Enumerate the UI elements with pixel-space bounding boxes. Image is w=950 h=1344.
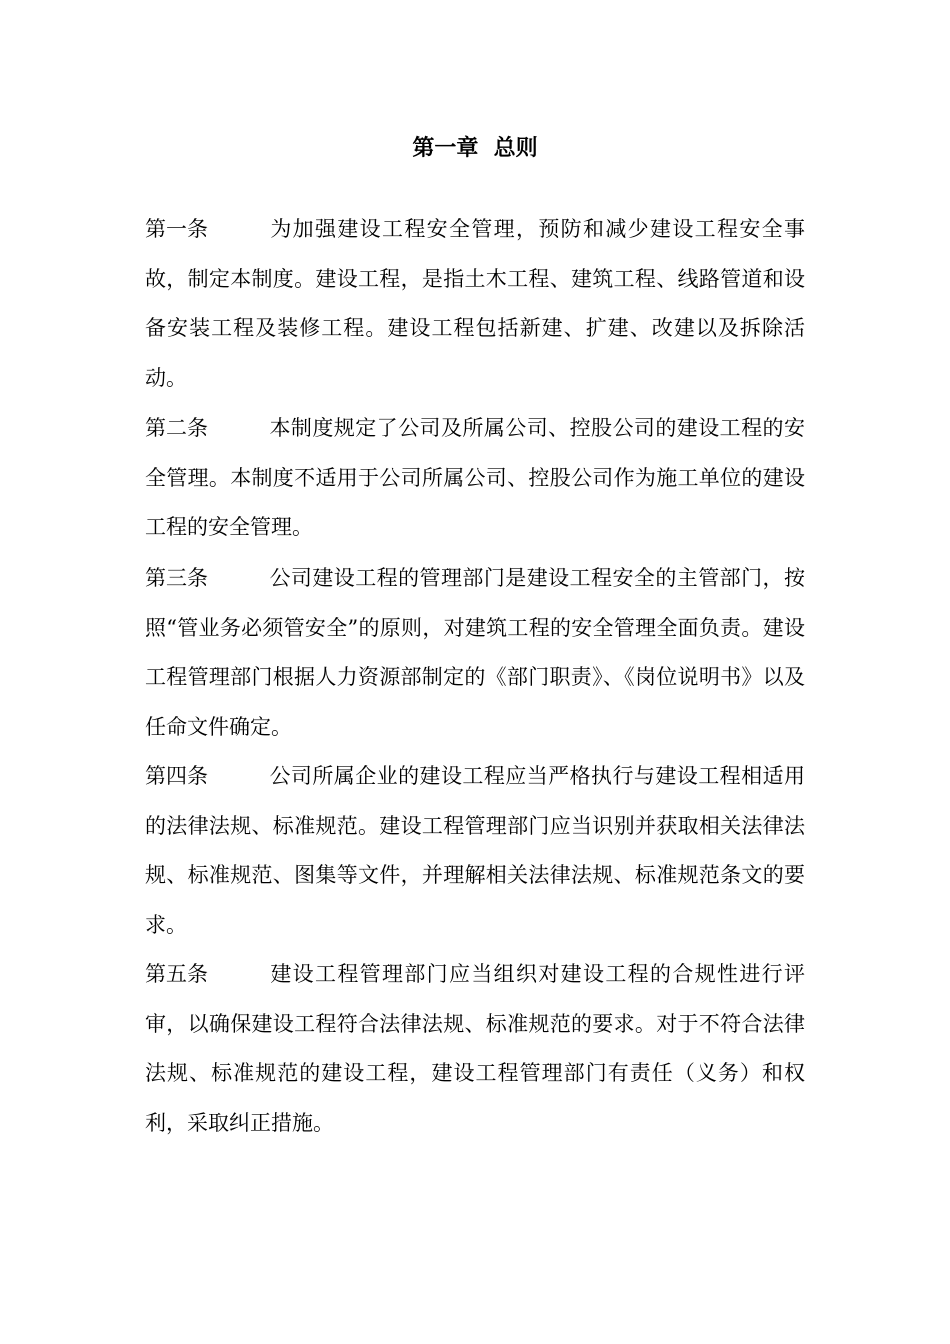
article-5-label: 第五条 bbox=[145, 962, 208, 986]
article-5-text: 建设工程管理部门应当组织对建设工程的合规性进行评审，以确保建设工程符合法律法规、标准规范的要求。对于不符合法律法规、标准规范的建设工程，建设工程管理部门有责任（义务）和权利，采取纠正措施。 bbox=[145, 962, 805, 1135]
article-1-label: 第一条 bbox=[145, 217, 208, 241]
article-3 bbox=[145, 554, 805, 752]
article-4-text: 公司所属企业的建设工程应当严格执行与建设工程相适用的法律法规、标准规范。建设工程管理部门应当识别并获取相关法律法规、标准规范、图集等文件，并理解相关法律法规、标准规范条文的要求。 bbox=[145, 764, 805, 937]
article-3-text: 公司建设工程的管理部门是建设工程安全的主管部门，按照“管业务必须管安全”的原则，对建筑工程的安全管理全面负责。建设工程管理部门根据人力资源部制定的《部门职责》、《岗位说明书》以及任命文件确定。 bbox=[145, 566, 805, 739]
article-4 bbox=[145, 752, 805, 950]
article-2-text: 本制度规定了公司及所属公司、控股公司的建设工程的安全管理。本制度不适用于公司所属公司、控股公司作为施工单位的建设工程的安全管理。 bbox=[145, 416, 805, 540]
article-2 bbox=[145, 404, 805, 553]
article-1 bbox=[145, 205, 805, 403]
chapter-title: 第一章 总则 bbox=[412, 136, 538, 161]
article-4-label: 第四条 bbox=[145, 764, 208, 788]
article-5 bbox=[145, 950, 805, 1148]
article-3-label: 第三条 bbox=[145, 566, 208, 590]
article-1-text: 为加强建设工程安全管理，预防和减少建设工程安全事故，制定本制度。建设工程，是指土木工程、建筑工程、线路管道和设备安装工程及装修工程。建设工程包括新建、扩建、改建以及拆除活动。 bbox=[145, 217, 805, 390]
article-2-label: 第二条 bbox=[145, 416, 208, 440]
